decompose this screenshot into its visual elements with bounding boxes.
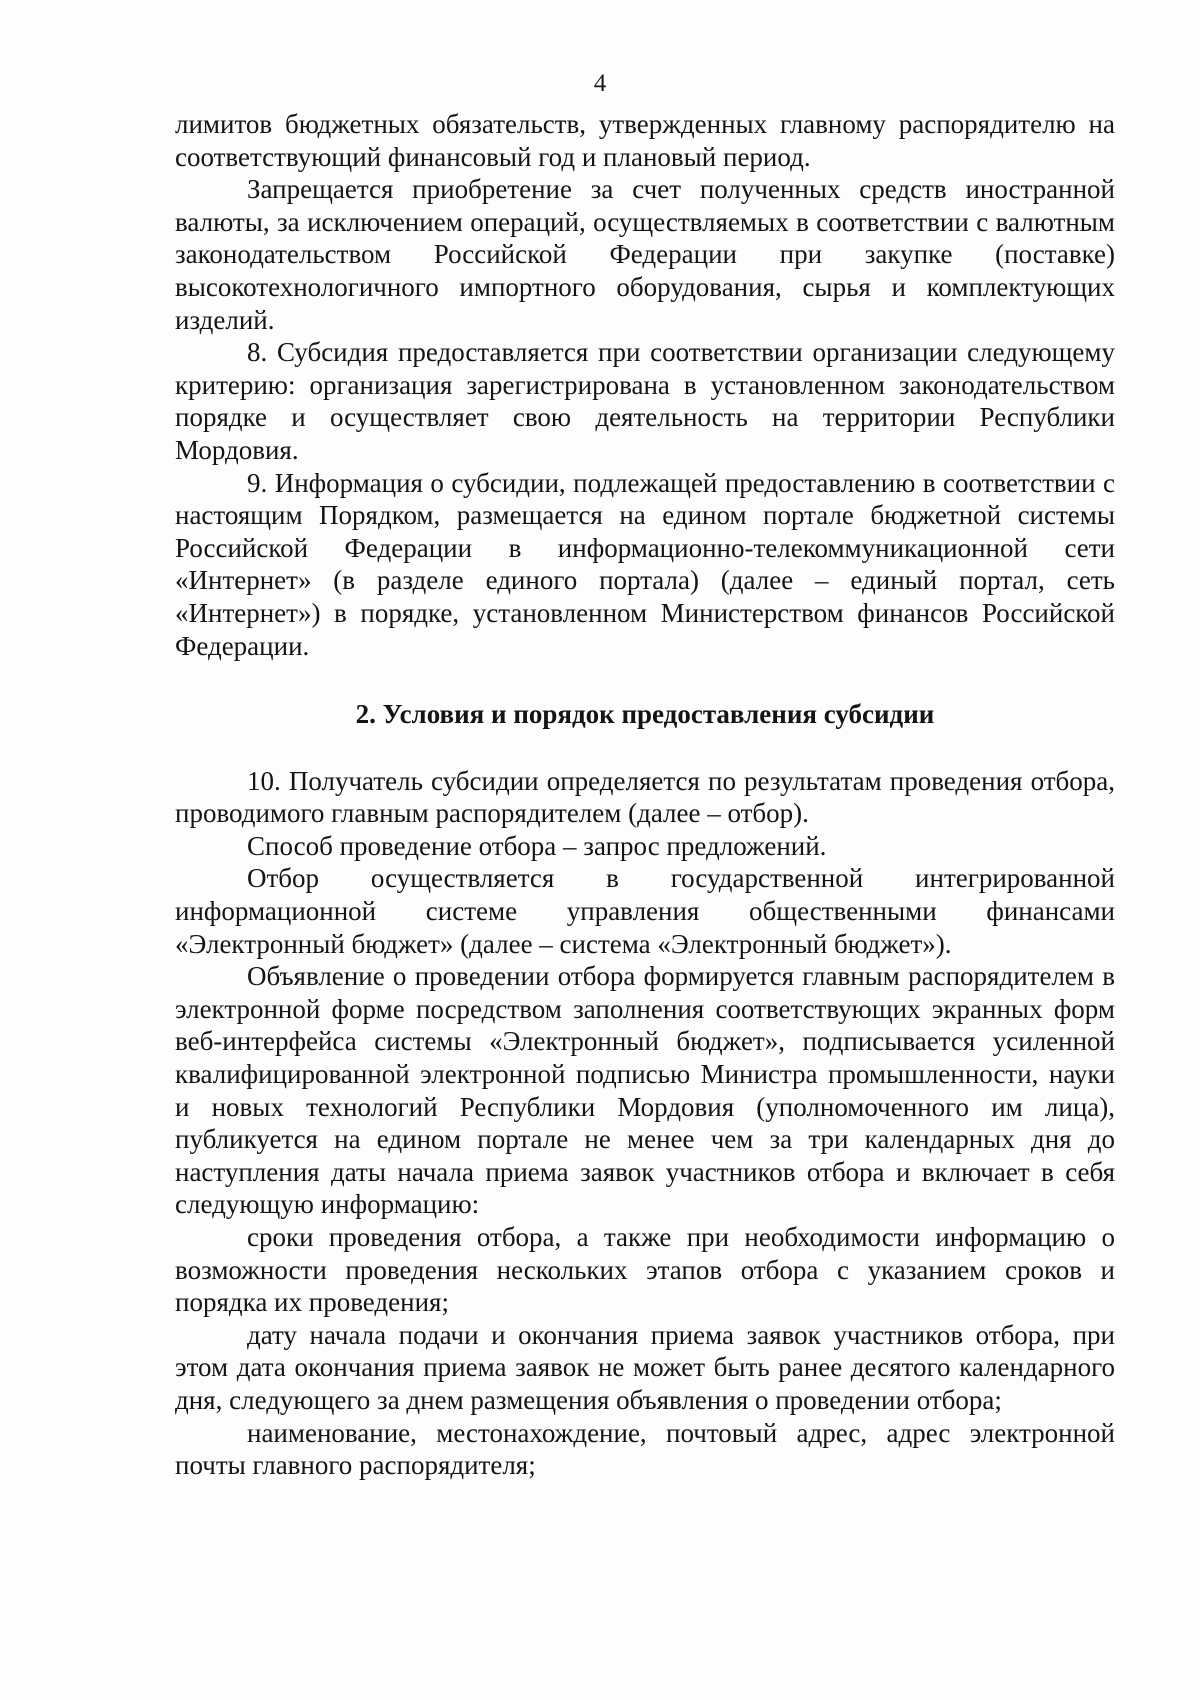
document-body (175, 108, 1115, 1482)
list-item-distributor-contacts: наименование, местонахождение, почтовый адрес, адрес электронной почты главного распорядителя; (175, 1417, 1115, 1481)
paragraph-selection-system: Отбор осуществляется в государственной интегрированной информационной системе управления общественными финансами «Электронный бюджет» (далее – система «Электронный бюджет»). (175, 863, 1115, 959)
page-number: 4 (593, 70, 607, 97)
paragraph-item-9: 9. Информация о субсидии, подлежащей предоставлению в соответствии с настоящим Порядком, размещается на едином портале бюджетной системы Российской Федерации в информационно-телекоммуникационной сети «Интернет» (в разделе единого портала) (далее – единый портал, сеть «Интернет») в порядке, установленном Министерством финансов Российской Федерации. (175, 467, 1115, 661)
paragraph-selection-method: Способ проведение отбора – запрос предложений. (247, 830, 827, 861)
paragraph-announcement: Объявление о проведении отбора формируется главным распорядителем в электронной форме посредством заполнения соответствующих экранных форм веб-интерфейса системы «Электронный бюджет», подписывается усиленной квалифицированной электронной подписью Министра промышленности, науки и новых технологий Республики Мордовия (уполномоченного им лица), публикуется на едином портале не менее чем за три календарных дня до наступления даты начала приема заявок участников отбора и включает в себя следующую информацию: (175, 961, 1115, 1220)
list-item-application-dates: дату начала подачи и окончания приема заявок участников отбора, при этом дата окончания приема заявок не может быть ранее десятого календарного дня, следующего за днем размещения объявления о проведении отбора; (175, 1319, 1115, 1415)
paragraph-item-8: 8. Субсидия предоставляется при соответствии организации следующему критерию: организация зарегистрирована в установленном законодательством порядке и осуществляет свою деятельность на территории Республики Мордовия. (175, 337, 1115, 465)
paragraph-budget-limits: лимитов бюджетных обязательств, утвержденных главному распорядителю на соответствующий финансовый год и плановый период. (175, 109, 1115, 172)
section-heading: 2. Условия и порядок предоставления субсидии (355, 699, 935, 730)
list-item-selection-dates: сроки проведения отбора, а также при необходимости информацию о возможности проведения нескольких этапов отбора с указанием сроков и порядка их проведения; (175, 1222, 1115, 1318)
paragraph-currency-prohibition: Запрещается приобретение за счет полученных средств иностранной валюты, за исключением операций, осуществляемых в соответствии с валютным законодательством Российской Федерации при закупке (поставке) высокотехнологичного импортного оборудования, сырья и комплектующих изделий. (175, 174, 1115, 335)
paragraph-item-10: 10. Получатель субсидии определяется по результатам проведения отбора, проводимого главным распорядителем (далее – отбор). (175, 765, 1115, 829)
